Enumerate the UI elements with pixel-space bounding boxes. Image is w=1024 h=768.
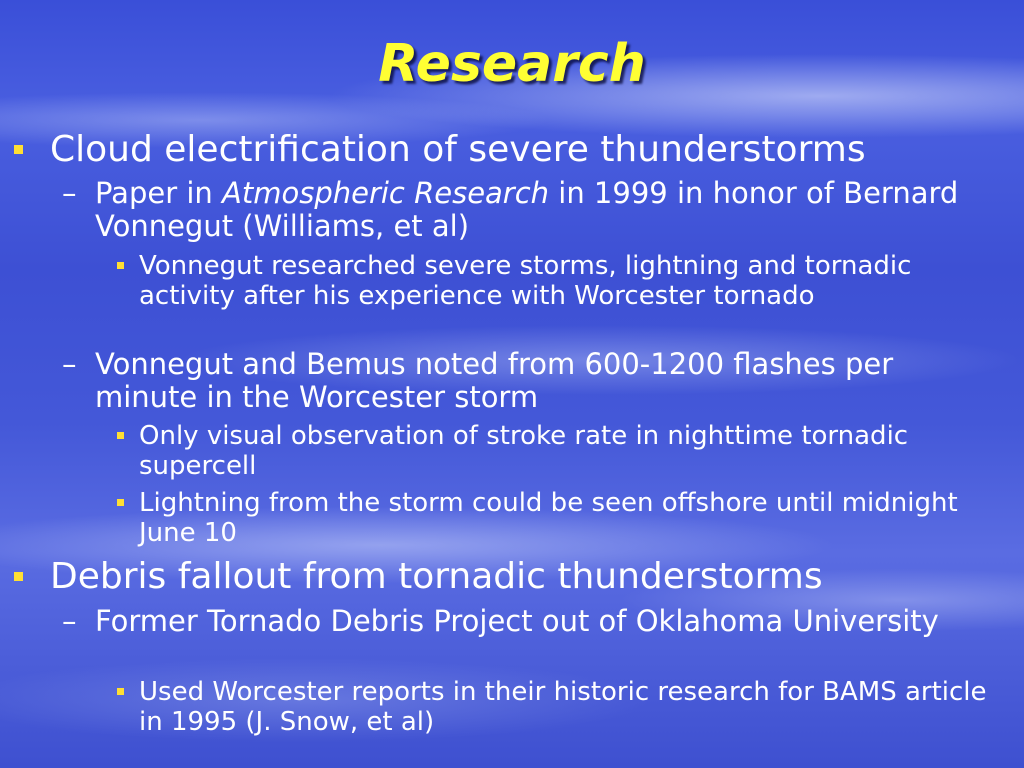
sub-sub-item-vonnegut-researched bbox=[139, 251, 999, 311]
bullet-text: Cloud electrification of severe thunderstorms bbox=[50, 129, 866, 170]
sub-sub-item-text: Vonnegut researched severe storms, lightning and tornadic activity after his experience with Worcester tornado bbox=[139, 251, 912, 311]
square-bullet-icon bbox=[14, 572, 23, 581]
journal-name: Atmospheric Research bbox=[222, 176, 550, 210]
dash-bullet: – bbox=[62, 176, 77, 210]
sub-sub-item-lightning-offshore bbox=[139, 488, 999, 548]
sub-item-flashes bbox=[62, 347, 995, 414]
bullet-item-debris-fallout bbox=[50, 557, 1010, 597]
sub-sub-item-text: Only visual observation of stroke rate in nighttime tornadic supercell bbox=[139, 421, 909, 481]
square-bullet-icon bbox=[117, 499, 124, 506]
sub-sub-item-worcester-reports bbox=[139, 677, 999, 737]
sub-item-text-suffix: in 1999 in honor of Bernard Vonnegut (Williams, et al) bbox=[95, 176, 959, 243]
sub-item-text: Former Tornado Debris Project out of Oklahoma University bbox=[95, 604, 939, 638]
sub-item-text-prefix: Paper in bbox=[95, 176, 223, 210]
bullet-text: Debris fallout from tornadic thunderstorms bbox=[50, 556, 823, 597]
dash-bullet: – bbox=[62, 604, 77, 638]
square-bullet-icon bbox=[14, 145, 23, 154]
square-bullet-icon bbox=[117, 432, 124, 439]
sub-item-paper bbox=[62, 176, 995, 243]
bullet-item-cloud-electrification bbox=[50, 130, 1010, 170]
sub-sub-item-visual-observation bbox=[139, 421, 999, 481]
sub-sub-item-text: Lightning from the storm could be seen offshore until midnight June 10 bbox=[139, 488, 958, 548]
square-bullet-icon bbox=[117, 262, 124, 269]
sub-item-text: Vonnegut and Bemus noted from 600-1200 flashes per minute in the Worcester storm bbox=[95, 347, 894, 414]
sub-sub-item-text: Used Worcester reports in their historic research for BAMS article in 1995 (J. Snow, et al) bbox=[139, 677, 987, 737]
dash-bullet: – bbox=[62, 347, 77, 381]
slide-title: Research bbox=[378, 34, 646, 94]
sub-item-debris-project bbox=[62, 604, 995, 638]
square-bullet-icon bbox=[117, 688, 124, 695]
